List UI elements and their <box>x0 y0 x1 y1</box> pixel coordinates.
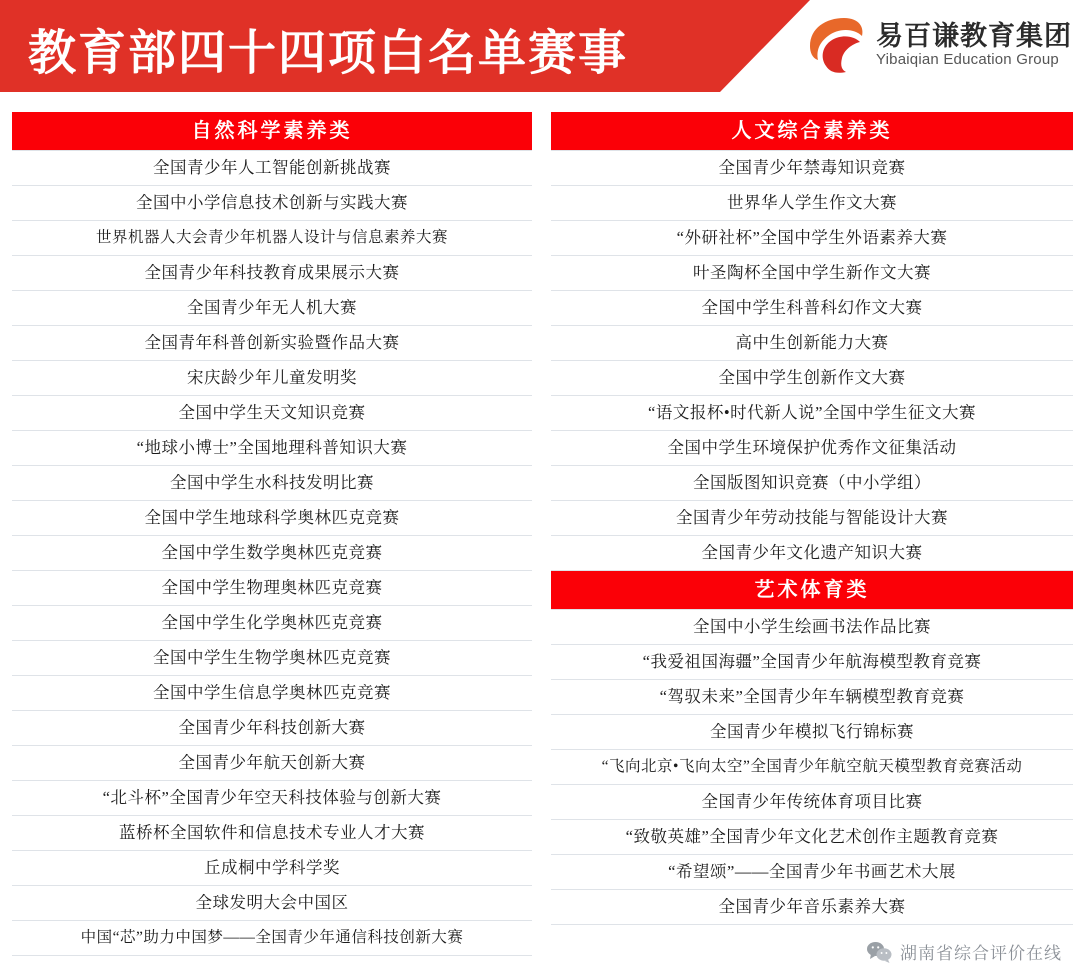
brand-name-cn: 易百谦教育集团 <box>876 20 1072 51</box>
list-item[interactable]: 全国中学生环境保护优秀作文征集活动 <box>551 431 1073 466</box>
list-item[interactable]: “外研社杯”全国中学生外语素养大赛 <box>551 221 1073 256</box>
list-item[interactable]: 全国中小学生绘画书法作品比赛 <box>551 609 1073 645</box>
list-item[interactable]: 全国青年科普创新实验暨作品大赛 <box>12 326 532 361</box>
list-item[interactable]: 高中生创新能力大赛 <box>551 326 1073 361</box>
list-humanities <box>551 150 1073 571</box>
list-item[interactable]: 全国中学生物理奥林匹克竞赛 <box>12 571 532 606</box>
list-item[interactable]: 全国青少年无人机大赛 <box>12 291 532 326</box>
list-item[interactable]: 全国中学生数学奥林匹克竞赛 <box>12 536 532 571</box>
column-left <box>12 112 532 956</box>
list-item[interactable]: 全国青少年模拟飞行锦标赛 <box>551 715 1073 750</box>
list-item[interactable]: 宋庆龄少年儿童发明奖 <box>12 361 532 396</box>
list-item[interactable]: 全国青少年禁毒知识竞赛 <box>551 150 1073 186</box>
list-item[interactable]: 全国中学生生物学奥林匹克竞赛 <box>12 641 532 676</box>
list-item[interactable]: “语文报杯•时代新人说”全国中学生征文大赛 <box>551 396 1073 431</box>
list-art-sports <box>551 609 1073 925</box>
list-item[interactable]: 世界华人学生作文大赛 <box>551 186 1073 221</box>
page-header <box>0 0 1080 92</box>
section-title-natural-science: 自然科学素养类 <box>12 112 532 150</box>
list-item[interactable]: 全国青少年音乐素养大赛 <box>551 890 1073 925</box>
list-item[interactable]: 全国青少年人工智能创新挑战赛 <box>12 150 532 186</box>
footer-watermark <box>866 939 1062 964</box>
list-item[interactable]: 全国青少年航天创新大赛 <box>12 746 532 781</box>
list-item[interactable]: “地球小博士”全国地理科普知识大赛 <box>12 431 532 466</box>
list-item[interactable]: 全国中小学信息技术创新与实践大赛 <box>12 186 532 221</box>
section-title-humanities: 人文综合素养类 <box>551 112 1073 150</box>
section-art-sports <box>551 571 1073 925</box>
content-area <box>0 112 1080 974</box>
list-item[interactable]: 全球发明大会中国区 <box>12 886 532 921</box>
list-natural-science <box>12 150 532 956</box>
list-item[interactable]: 全国中学生创新作文大赛 <box>551 361 1073 396</box>
list-item[interactable]: “北斗杯”全国青少年空天科技体验与创新大赛 <box>12 781 532 816</box>
brand-name-en: Yibaiqian Education Group <box>876 50 1059 68</box>
list-item[interactable]: 中国“芯”助力中国梦——全国青少年通信科技创新大赛 <box>12 921 532 956</box>
list-item[interactable]: 全国版图知识竞赛（中小学组） <box>551 466 1073 501</box>
list-item[interactable]: 全国青少年科技教育成果展示大赛 <box>12 256 532 291</box>
list-item[interactable]: 全国中学生信息学奥林匹克竞赛 <box>12 676 532 711</box>
list-item[interactable]: 叶圣陶杯全国中学生新作文大赛 <box>551 256 1073 291</box>
wechat-icon <box>866 941 892 963</box>
list-item[interactable]: 全国青少年劳动技能与智能设计大赛 <box>551 501 1073 536</box>
brand-text <box>876 22 1072 68</box>
list-item[interactable]: 全国青少年科技创新大赛 <box>12 711 532 746</box>
list-item[interactable]: “驾驭未来”全国青少年车辆模型教育竞赛 <box>551 680 1073 715</box>
brand-logo-group <box>804 16 1072 74</box>
list-item[interactable]: 全国中学生地球科学奥林匹克竞赛 <box>12 501 532 536</box>
list-item[interactable]: 全国中学生科普科幻作文大赛 <box>551 291 1073 326</box>
list-item[interactable]: 丘成桐中学科学奖 <box>12 851 532 886</box>
list-item[interactable]: 全国青少年文化遗产知识大赛 <box>551 536 1073 571</box>
list-item[interactable]: 全国中学生化学奥林匹克竞赛 <box>12 606 532 641</box>
list-item[interactable]: 全国中学生水科技发明比赛 <box>12 466 532 501</box>
page-title: 教育部四十四项白名单赛事 <box>28 27 629 80</box>
column-right <box>551 112 1073 925</box>
list-item[interactable]: “飞向北京•飞向太空”全国青少年航空航天模型教育竞赛活动 <box>551 750 1073 785</box>
list-item[interactable]: “希望颂”——全国青少年书画艺术大展 <box>551 855 1073 890</box>
list-item[interactable]: 世界机器人大会青少年机器人设计与信息素养大赛 <box>12 221 532 256</box>
watermark-text: 湖南省综合评价在线 <box>900 944 1062 963</box>
list-item[interactable]: 蓝桥杯全国软件和信息技术专业人才大赛 <box>12 816 532 851</box>
section-natural-science <box>12 112 532 956</box>
section-humanities <box>551 112 1073 571</box>
list-item[interactable]: “我爱祖国海疆”全国青少年航海模型教育竞赛 <box>551 645 1073 680</box>
section-title-art-sports: 艺术体育类 <box>551 571 1073 609</box>
flame-logo-icon <box>804 16 866 74</box>
list-item[interactable]: “致敬英雄”全国青少年文化艺术创作主题教育竞赛 <box>551 820 1073 855</box>
list-item[interactable]: 全国青少年传统体育项目比赛 <box>551 785 1073 820</box>
list-item[interactable]: 全国中学生天文知识竞赛 <box>12 396 532 431</box>
